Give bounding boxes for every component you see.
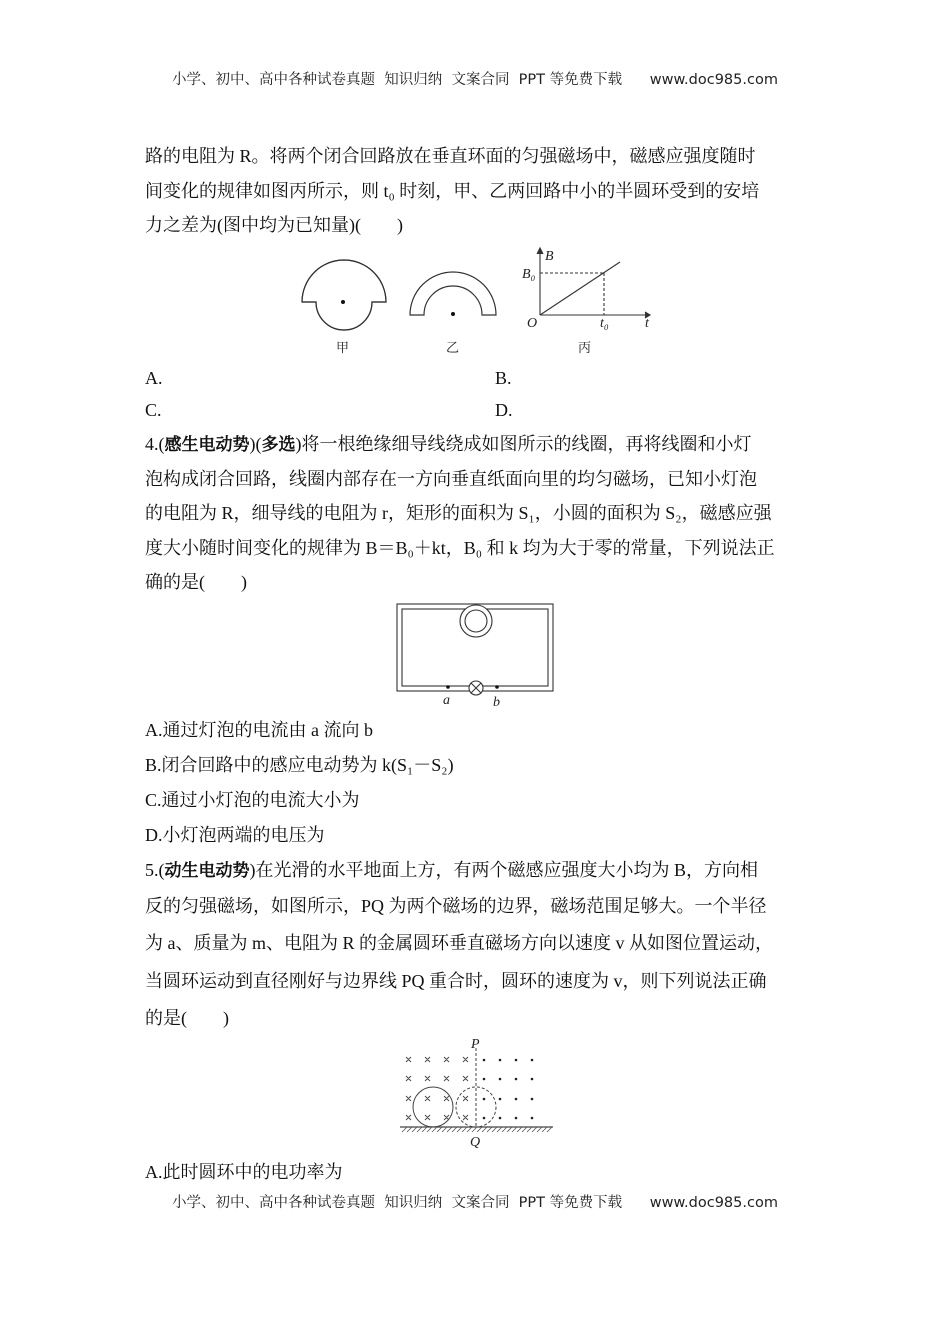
q4-line-4: 度大小随时间变化的规律为 B＝B₀＋kt，B₀ 和 k 均为大于零的常量，下列说法正	[145, 538, 775, 558]
q4-option-c: C.通过小灯泡的电流大小为	[145, 790, 360, 810]
q3-line-1: 路的电阻为 R。将两个闭合回路放在垂直环面的匀强磁场中，磁感应强度随时	[145, 146, 756, 166]
point-p-label: P	[471, 1037, 480, 1052]
q3-option-a: A.	[145, 368, 163, 388]
graph-y-label: B	[545, 249, 554, 264]
q4-line-2: 泡构成闭合回路，线圈内部存在一方向垂直纸面向里的均匀磁场，已知小灯泡	[145, 469, 757, 489]
q4-option-a: A.通过灯泡的电流由 a 流向 b	[145, 720, 373, 740]
q5-line-1	[145, 858, 810, 883]
q5-tag-topic: 动生电动势	[164, 861, 250, 881]
q3-option-c: C.	[145, 400, 162, 420]
q5-number: 5.(	[145, 860, 165, 880]
page-footer: 小学、初中、高中各种试卷真题 知识归纳 文案合同 PPT 等免费下载 www.doc985.com	[172, 1195, 778, 1211]
point-q-label: Q	[470, 1135, 481, 1150]
q4-option-d: D.小灯泡两端的电压为	[145, 825, 325, 845]
q4-coil-circuit-figure	[390, 595, 560, 715]
q3-option-b: B.	[495, 368, 512, 388]
q5-option-a: A.此时圆环中的电功率为	[145, 1162, 343, 1182]
point-a-label: a	[443, 693, 450, 708]
q4-tag-topic: 感生电动势	[164, 435, 250, 455]
label-yi: 乙	[446, 341, 460, 356]
q4-line-3: 的电阻为 R，细导线的电阻为 r，矩形的面积为 S₁，小圆的面积为 S₂，磁感应强	[145, 503, 772, 523]
q4-tag-multi: 多选	[261, 435, 296, 455]
q5-line-2: 反的匀强磁场，如图所示，PQ 为两个磁场的边界，磁场范围足够大。一个半径	[145, 896, 767, 916]
q4-number: 4.(	[145, 434, 165, 454]
q5-line-3: 为 a、质量为 m、电阻为 R 的金属圆环垂直磁场方向以速度 v 从如图位置运动，	[145, 933, 773, 953]
q4-line-5: 确的是( )	[145, 572, 247, 592]
label-bing: 丙	[578, 341, 592, 356]
q4-line-1-text: )将一根绝缘细导线绕成如图所示的线圈，再将线圈和小灯	[295, 434, 752, 454]
field-into-page-marks	[406, 1057, 468, 1120]
page-header: 小学、初中、高中各种试卷真题 知识归纳 文案合同 PPT 等免费下载 www.doc985.com	[172, 72, 778, 88]
point-b-label: b	[493, 695, 500, 710]
q3-figure	[290, 240, 670, 360]
q5-magnetic-field-figure	[390, 1035, 560, 1155]
ground-hatching	[402, 1127, 552, 1132]
graph-y-mark: B₀	[522, 267, 536, 282]
graph-x-mark: t₀	[600, 316, 609, 331]
q4-sep: )(	[249, 434, 262, 454]
graph-x-label: t	[645, 316, 649, 331]
loop-jia-diagram	[302, 260, 386, 330]
label-jia: 甲	[336, 341, 350, 356]
q4-line-1	[145, 432, 810, 457]
q5-line-4: 当圆环运动到直径刚好与边界线 PQ 重合时，圆环的速度为 v，则下列说法正确	[145, 971, 767, 991]
q3-line-3: 力之差为(图中均为已知量)( )	[145, 215, 403, 235]
q3-option-d: D.	[495, 400, 513, 420]
q5-line-1-text: )在光滑的水平地面上方，有两个磁感应强度大小均为 B，方向相	[249, 860, 758, 880]
q4-option-b: B.闭合回路中的感应电动势为 k(S₁－S₂)	[145, 755, 454, 775]
q5-line-5: 的是( )	[145, 1008, 229, 1028]
b-t-graph	[537, 248, 650, 318]
loop-yi-diagram	[410, 272, 496, 315]
q3-line-2: 间变化的规律如图丙所示，则 t₀ 时刻，甲、乙两回路中小的半圆环受到的安培	[145, 181, 760, 201]
field-out-of-page-marks	[483, 1059, 534, 1120]
graph-origin: O	[527, 316, 538, 331]
ring-start-position	[413, 1087, 453, 1127]
